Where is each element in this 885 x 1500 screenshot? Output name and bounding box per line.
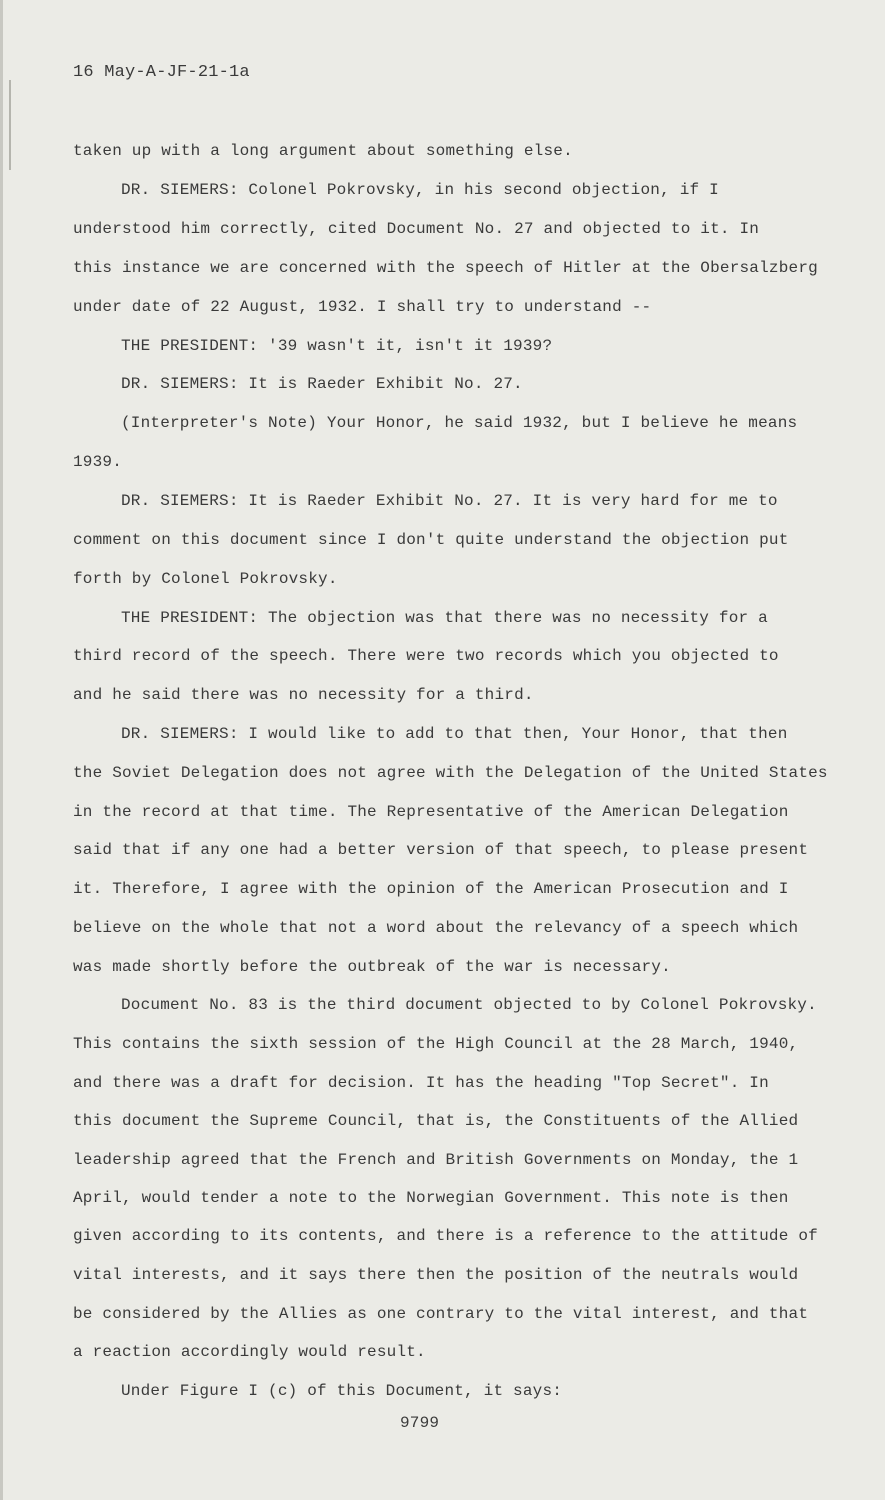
body-line: and there was a draft for decision. It has the heading "Top Secret". In [73, 1074, 769, 1092]
body-line: was made shortly before the outbreak of the war is necessary. [73, 958, 671, 976]
body-line: believe on the whole that not a word about the relevancy of a speech which [73, 919, 799, 937]
body-line: Document No. 83 is the third document objected to by Colonel Pokrovsky. [121, 996, 817, 1014]
body-line: leadership agreed that the French and British Governments on Monday, the 1 [73, 1151, 799, 1169]
body-line: taken up with a long argument about something else. [73, 142, 573, 160]
body-line: DR. SIEMERS: Colonel Pokrovsky, in his second objection, if I [121, 181, 719, 199]
body-line: in the record at that time. The Representative of the American Delegation [73, 803, 789, 821]
body-line: THE PRESIDENT: '39 wasn't it, isn't it 1939? [121, 337, 553, 355]
body-line: the Soviet Delegation does not agree with the Delegation of the United States [73, 764, 828, 782]
body-line: be considered by the Allies as one contrary to the vital interest, and that [73, 1305, 809, 1323]
body-line: DR. SIEMERS: It is Raeder Exhibit No. 27. [121, 375, 523, 393]
body-line: it. Therefore, I agree with the opinion of the American Prosecution and I [73, 880, 789, 898]
body-line: given according to its contents, and there is a reference to the attitude of [73, 1227, 818, 1245]
body-line: This contains the sixth session of the High Council at the 28 March, 1940, [73, 1035, 799, 1053]
body-line: said that if any one had a better version of that speech, to please present [73, 841, 809, 859]
body-line: DR. SIEMERS: It is Raeder Exhibit No. 27. It is very hard for me to [121, 492, 778, 510]
body-line: 1939. [73, 453, 123, 471]
body-line: vital interests, and it says there then the position of the neutrals would [73, 1266, 799, 1284]
body-line: this instance we are concerned with the speech of Hitler at the Obersalzberg [73, 259, 818, 277]
page-number: 9799 [400, 1414, 440, 1432]
body-line: THE PRESIDENT: The objection was that there was no necessity for a [121, 609, 768, 627]
body-line: comment on this document since I don't quite understand the objection put [73, 531, 789, 549]
body-line: DR. SIEMERS: I would like to add to that then, Your Honor, that then [121, 725, 788, 743]
body-line: and he said there was no necessity for a third. [73, 686, 534, 704]
page-reference-header: 16 May-A-JF-21-1a [73, 63, 250, 82]
body-line: April, would tender a note to the Norwegian Government. This note is then [73, 1189, 789, 1207]
body-line: understood him correctly, cited Document No. 27 and objected to it. In [73, 220, 760, 238]
body-line: forth by Colonel Pokrovsky. [73, 570, 338, 588]
body-line: this document the Supreme Council, that is, the Constituents of the Allied [73, 1112, 799, 1130]
body-line: a reaction accordingly would result. [73, 1343, 426, 1361]
page-edge-mark [9, 80, 11, 170]
body-line: third record of the speech. There were two records which you objected to [73, 647, 779, 665]
body-line: (Interpreter's Note) Your Honor, he said 1932, but I believe he means [121, 414, 798, 432]
body-line: under date of 22 August, 1932. I shall try to understand -- [73, 298, 652, 316]
body-line: Under Figure I (c) of this Document, it says: [121, 1382, 563, 1400]
